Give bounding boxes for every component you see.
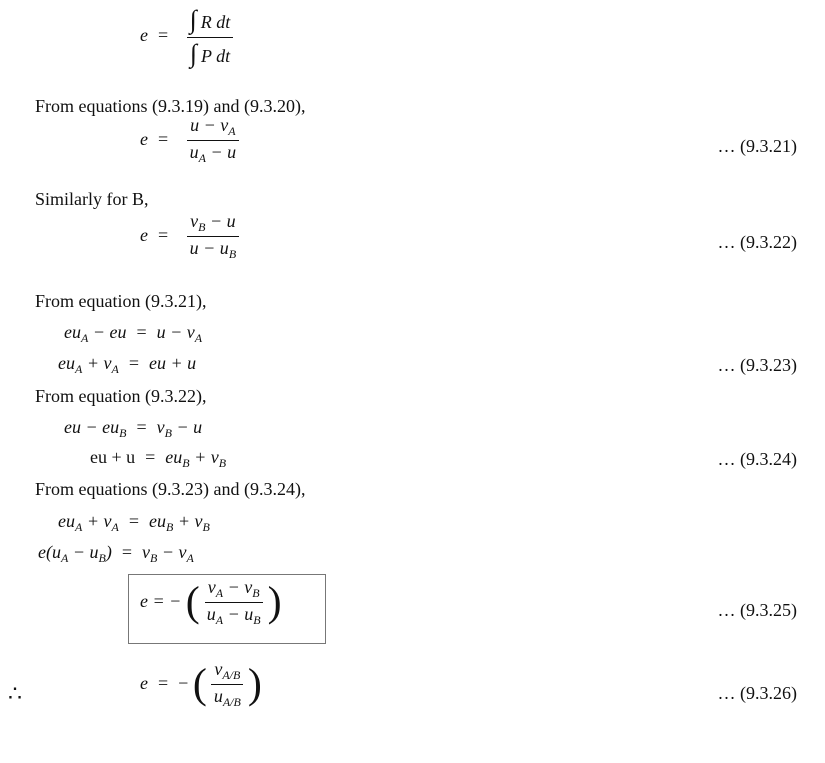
- equation-number: … (9.3.22): [717, 232, 797, 252]
- term: ): [105, 542, 112, 562]
- subscript: B: [252, 586, 260, 600]
- subscript: B: [165, 520, 174, 534]
- term: e(u: [38, 542, 61, 562]
- subscript: B: [98, 551, 106, 565]
- equation-line: $eu_A$ − eu = $u - v_A$: [64, 322, 203, 345]
- fraction-numerator-tail: − u: [205, 211, 236, 231]
- term: + v: [189, 447, 219, 467]
- subscript: B: [198, 220, 206, 234]
- term: − v: [157, 542, 187, 562]
- formula-lhs: e: [140, 25, 148, 46]
- subscript: A: [194, 331, 203, 345]
- equation-line: $eu_A + v_A$ = eu + u: [58, 353, 197, 376]
- subscript: B: [218, 456, 227, 470]
- subscript: B: [202, 520, 210, 534]
- subscript: A/B: [222, 668, 241, 682]
- subscript: A: [215, 613, 224, 628]
- term: eu: [165, 447, 183, 467]
- subscript: B: [253, 613, 261, 628]
- subscript: A/B: [222, 695, 241, 710]
- subscript: B: [228, 247, 237, 262]
- minus-sign: −: [178, 672, 189, 693]
- therefore-symbol: ∴: [8, 681, 22, 706]
- formula-denominator: P dt: [200, 45, 231, 66]
- equation-9-3-25: e = − ( $\frac{v_A - v_B}{u_A - u_B}$ ): [140, 577, 282, 628]
- subscript: B: [149, 551, 158, 565]
- top-formula: e = $\frac{\text{∫ R dt}}{\text{∫ P dt}}$: [140, 6, 237, 68]
- subscript: A: [75, 520, 83, 534]
- fraction-denominator: u: [213, 686, 223, 707]
- fraction-numerator: v: [214, 659, 223, 679]
- term: eu: [58, 511, 75, 531]
- fraction-denominator: u − u: [189, 238, 229, 259]
- subscript: A: [186, 551, 194, 565]
- term: − u: [171, 417, 203, 437]
- paragraph-text: Similarly for B,: [35, 189, 149, 209]
- equation-lhs: e: [140, 128, 148, 149]
- integral-sign: ∫: [189, 5, 197, 34]
- term: + v: [82, 511, 112, 531]
- paragraph-text: From equation (9.3.22),: [35, 386, 207, 406]
- equation-9-3-22: e = $\frac{v_B - u}{u - u_B}$: [140, 212, 243, 261]
- subscript: A: [228, 124, 236, 138]
- subscript: A: [60, 551, 69, 565]
- formula-numerator: R dt: [200, 12, 231, 32]
- fraction-numerator-mid: − v: [223, 577, 253, 597]
- fraction-denominator: u: [206, 604, 216, 625]
- fraction-denominator-tail: − u: [206, 142, 237, 163]
- equation-lhs: e = −: [140, 590, 182, 611]
- term: − eu: [88, 322, 127, 342]
- term: eu + u: [148, 353, 197, 373]
- term: eu − eu: [64, 417, 120, 437]
- equation-line: eu − $eu_B = v_B - u$: [64, 417, 203, 440]
- term: eu: [58, 353, 75, 373]
- term: − u: [68, 542, 99, 562]
- subscript: B: [164, 426, 172, 440]
- equation-lhs: e: [140, 672, 148, 693]
- equation-number: … (9.3.23): [717, 355, 797, 375]
- fraction-numerator: v: [190, 211, 199, 231]
- fraction-denominator: u: [189, 142, 199, 163]
- integral-sign: ∫: [189, 38, 197, 68]
- paragraph-text: From equation (9.3.21),: [35, 291, 207, 311]
- term: eu: [64, 322, 81, 342]
- fraction-numerator: u − v: [190, 115, 229, 135]
- equation-line: $e(u_A - u_B) = v_B - v_A$: [38, 542, 194, 565]
- subscript: A: [111, 520, 119, 534]
- subscript: A: [75, 362, 83, 376]
- term: eu + u: [90, 447, 136, 467]
- term: v: [156, 417, 165, 437]
- fraction-denominator-mid: − u: [223, 604, 254, 625]
- equation-9-3-21: e = $\frac{u - v_A}{u_A - u}$: [140, 116, 243, 165]
- subscript: A: [198, 151, 206, 166]
- equation-number: … (9.3.24): [717, 449, 797, 469]
- equation-9-3-26: e = − ( $\frac{v_{A/B}}{u_{A/B}}$ ): [140, 659, 262, 710]
- subscript: A: [111, 362, 119, 376]
- equation-number: … (9.3.25): [717, 600, 797, 620]
- equation-line: $eu_A + v_A = eu_B + v_B$: [58, 511, 210, 534]
- subscript: B: [119, 426, 127, 440]
- term: u − v: [156, 322, 195, 342]
- equation-lhs: e: [140, 224, 148, 245]
- subscript: A: [215, 586, 224, 600]
- equation-number: … (9.3.26): [717, 683, 797, 703]
- term: + v: [82, 353, 112, 373]
- subscript: B: [182, 456, 190, 470]
- equation-line: eu + $u = eu_B + v_B$: [90, 447, 227, 470]
- paragraph-text: From equations (9.3.23) and (9.3.24),: [35, 479, 306, 499]
- equation-number: … (9.3.21): [717, 136, 797, 156]
- subscript: A: [81, 331, 89, 345]
- term: eu: [148, 511, 166, 531]
- paragraph-text: From equations (9.3.19) and (9.3.20),: [35, 96, 306, 116]
- term: v: [141, 542, 150, 562]
- fraction-numerator: v: [207, 577, 216, 597]
- term: + v: [173, 511, 203, 531]
